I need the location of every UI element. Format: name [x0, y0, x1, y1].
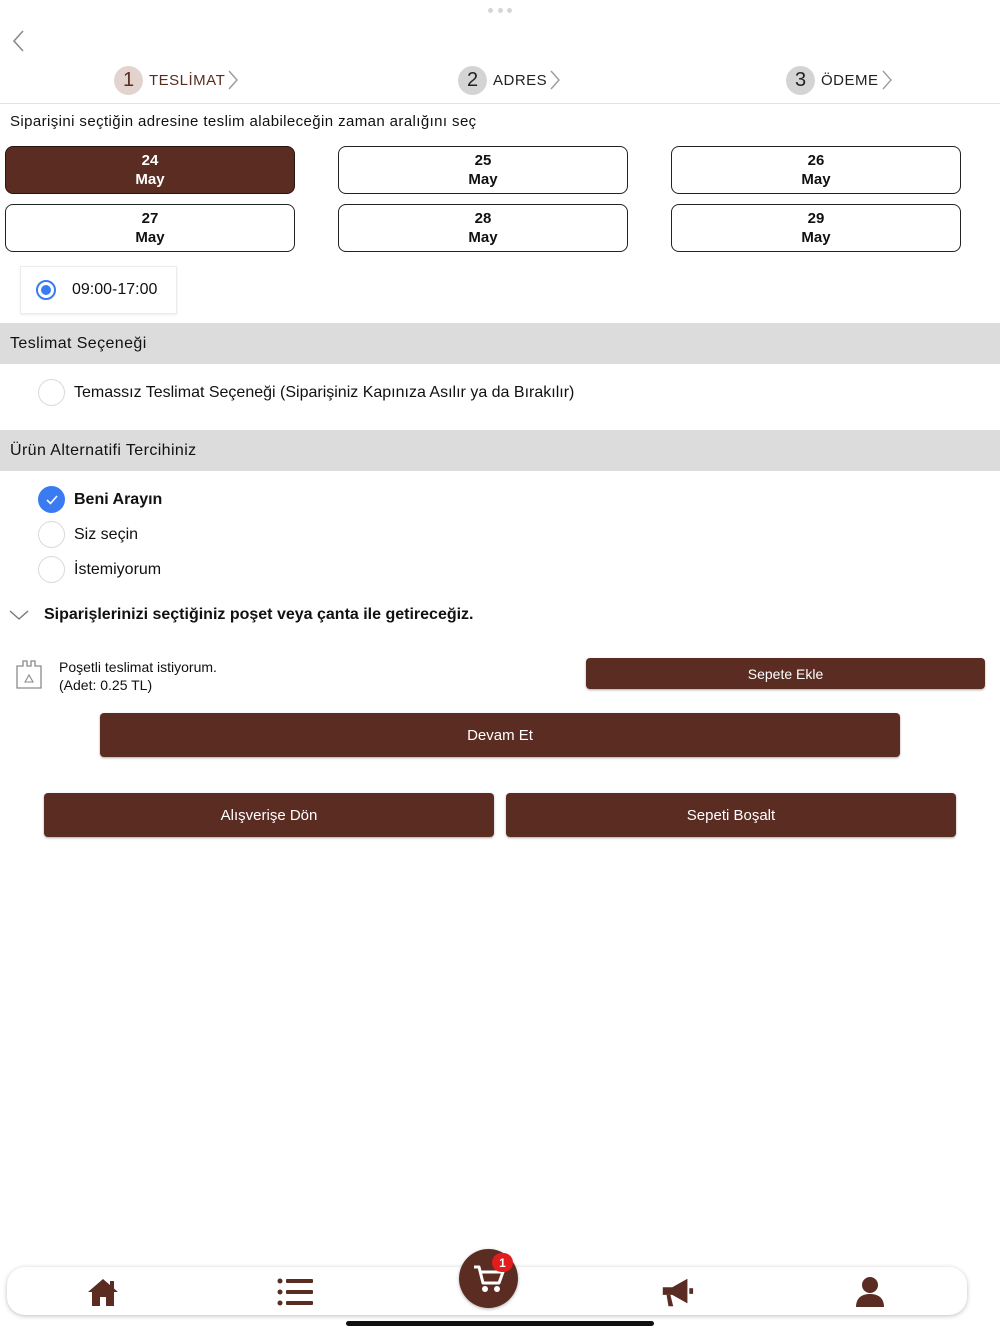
back-button[interactable]	[8, 28, 32, 54]
chevron-down-icon	[8, 608, 30, 622]
alternative-option-you-choose[interactable]	[38, 521, 138, 548]
alternative-option-none[interactable]	[38, 556, 161, 583]
date-option-29[interactable]	[671, 204, 961, 252]
alternative-option-call-me[interactable]	[38, 486, 162, 513]
bag-section-toggle[interactable]	[8, 606, 474, 624]
step-label: ADRES	[493, 71, 548, 89]
window-handle	[488, 8, 512, 16]
step-label: ÖDEME	[821, 71, 879, 89]
radio-unchecked-icon[interactable]	[38, 521, 65, 548]
alternative-option-label: Beni Arayın	[74, 490, 163, 508]
step-label: TESLİMAT	[149, 71, 226, 89]
step-number: 1	[114, 66, 143, 95]
continue-button[interactable]: Devam Et	[100, 713, 900, 757]
alternative-option-label: Siz seçin	[74, 525, 139, 543]
step-odeme[interactable]	[786, 64, 893, 96]
date-month: May	[468, 229, 498, 246]
home-tab[interactable]	[85, 1275, 121, 1309]
account-tab[interactable]	[852, 1275, 888, 1309]
bag-delivery-text	[59, 658, 217, 694]
chevron-right-icon	[227, 69, 239, 91]
date-option-27[interactable]	[5, 204, 295, 252]
contactless-delivery-label: Temassız Teslimat Seçeneği (Siparişiniz Kapınıza Asılır ya da Bırakılır)	[74, 383, 575, 401]
date-day: 28	[474, 210, 492, 227]
bag-note-text: Siparişlerinizi seçtiğiniz poşet veya çanta ile getireceğiz.	[44, 606, 474, 623]
megaphone-icon	[659, 1275, 695, 1309]
date-month: May	[801, 171, 831, 188]
campaigns-tab[interactable]	[659, 1275, 695, 1309]
alternative-option-label: İstemiyorum	[74, 560, 162, 578]
add-bag-to-cart-button[interactable]: Sepete Ekle	[586, 658, 985, 689]
bag-price-label: (Adet: 0.25 TL)	[59, 677, 153, 693]
date-day: 26	[807, 152, 825, 169]
checkmark-icon[interactable]	[38, 486, 65, 513]
empty-cart-button[interactable]: Sepeti Boşalt	[506, 793, 956, 837]
date-option-28[interactable]	[338, 204, 628, 252]
date-month: May	[135, 171, 165, 188]
categories-tab[interactable]	[277, 1275, 313, 1309]
date-month: May	[135, 229, 165, 246]
date-day: 25	[474, 152, 492, 169]
section-header-product-alternative: Ürün Alternatifi Tercihiniz	[0, 430, 1000, 471]
step-adres[interactable]	[458, 64, 561, 96]
delivery-time-instruction: Siparişini seçtiğin adresine teslim alabileceğin zaman aralığını seç	[10, 113, 477, 130]
radio-unchecked-icon[interactable]	[38, 379, 65, 406]
date-option-24[interactable]	[5, 146, 295, 194]
chevron-right-icon	[881, 69, 893, 91]
checkout-stepper	[0, 64, 1000, 104]
step-number: 3	[786, 66, 815, 95]
date-month: May	[468, 171, 498, 188]
date-option-26[interactable]	[671, 146, 961, 194]
date-option-25[interactable]	[338, 146, 628, 194]
cart-count-badge: 1	[492, 1253, 513, 1272]
step-number: 2	[458, 66, 487, 95]
chevron-right-icon	[549, 69, 561, 91]
list-icon	[277, 1277, 313, 1307]
shopping-bag-icon	[14, 658, 44, 690]
contactless-delivery-option[interactable]	[38, 379, 574, 406]
step-teslimat[interactable]	[114, 64, 239, 96]
date-day: 27	[141, 210, 159, 227]
back-to-shopping-button[interactable]: Alışverişe Dön	[44, 793, 494, 837]
time-slot-option[interactable]	[20, 266, 177, 314]
home-icon	[86, 1276, 120, 1308]
date-day: 29	[807, 210, 825, 227]
radio-selected-icon[interactable]	[36, 280, 56, 300]
time-slot-label: 09:00-17:00	[72, 281, 158, 298]
home-indicator	[346, 1321, 654, 1326]
bag-delivery-label: Poşetli teslimat istiyorum.	[59, 659, 217, 675]
date-month: May	[801, 229, 831, 246]
chevron-left-icon	[8, 28, 32, 54]
radio-unchecked-icon[interactable]	[38, 556, 65, 583]
section-header-delivery-option: Teslimat Seçeneği	[0, 323, 1000, 364]
date-day: 24	[141, 152, 159, 169]
user-icon	[854, 1275, 886, 1309]
